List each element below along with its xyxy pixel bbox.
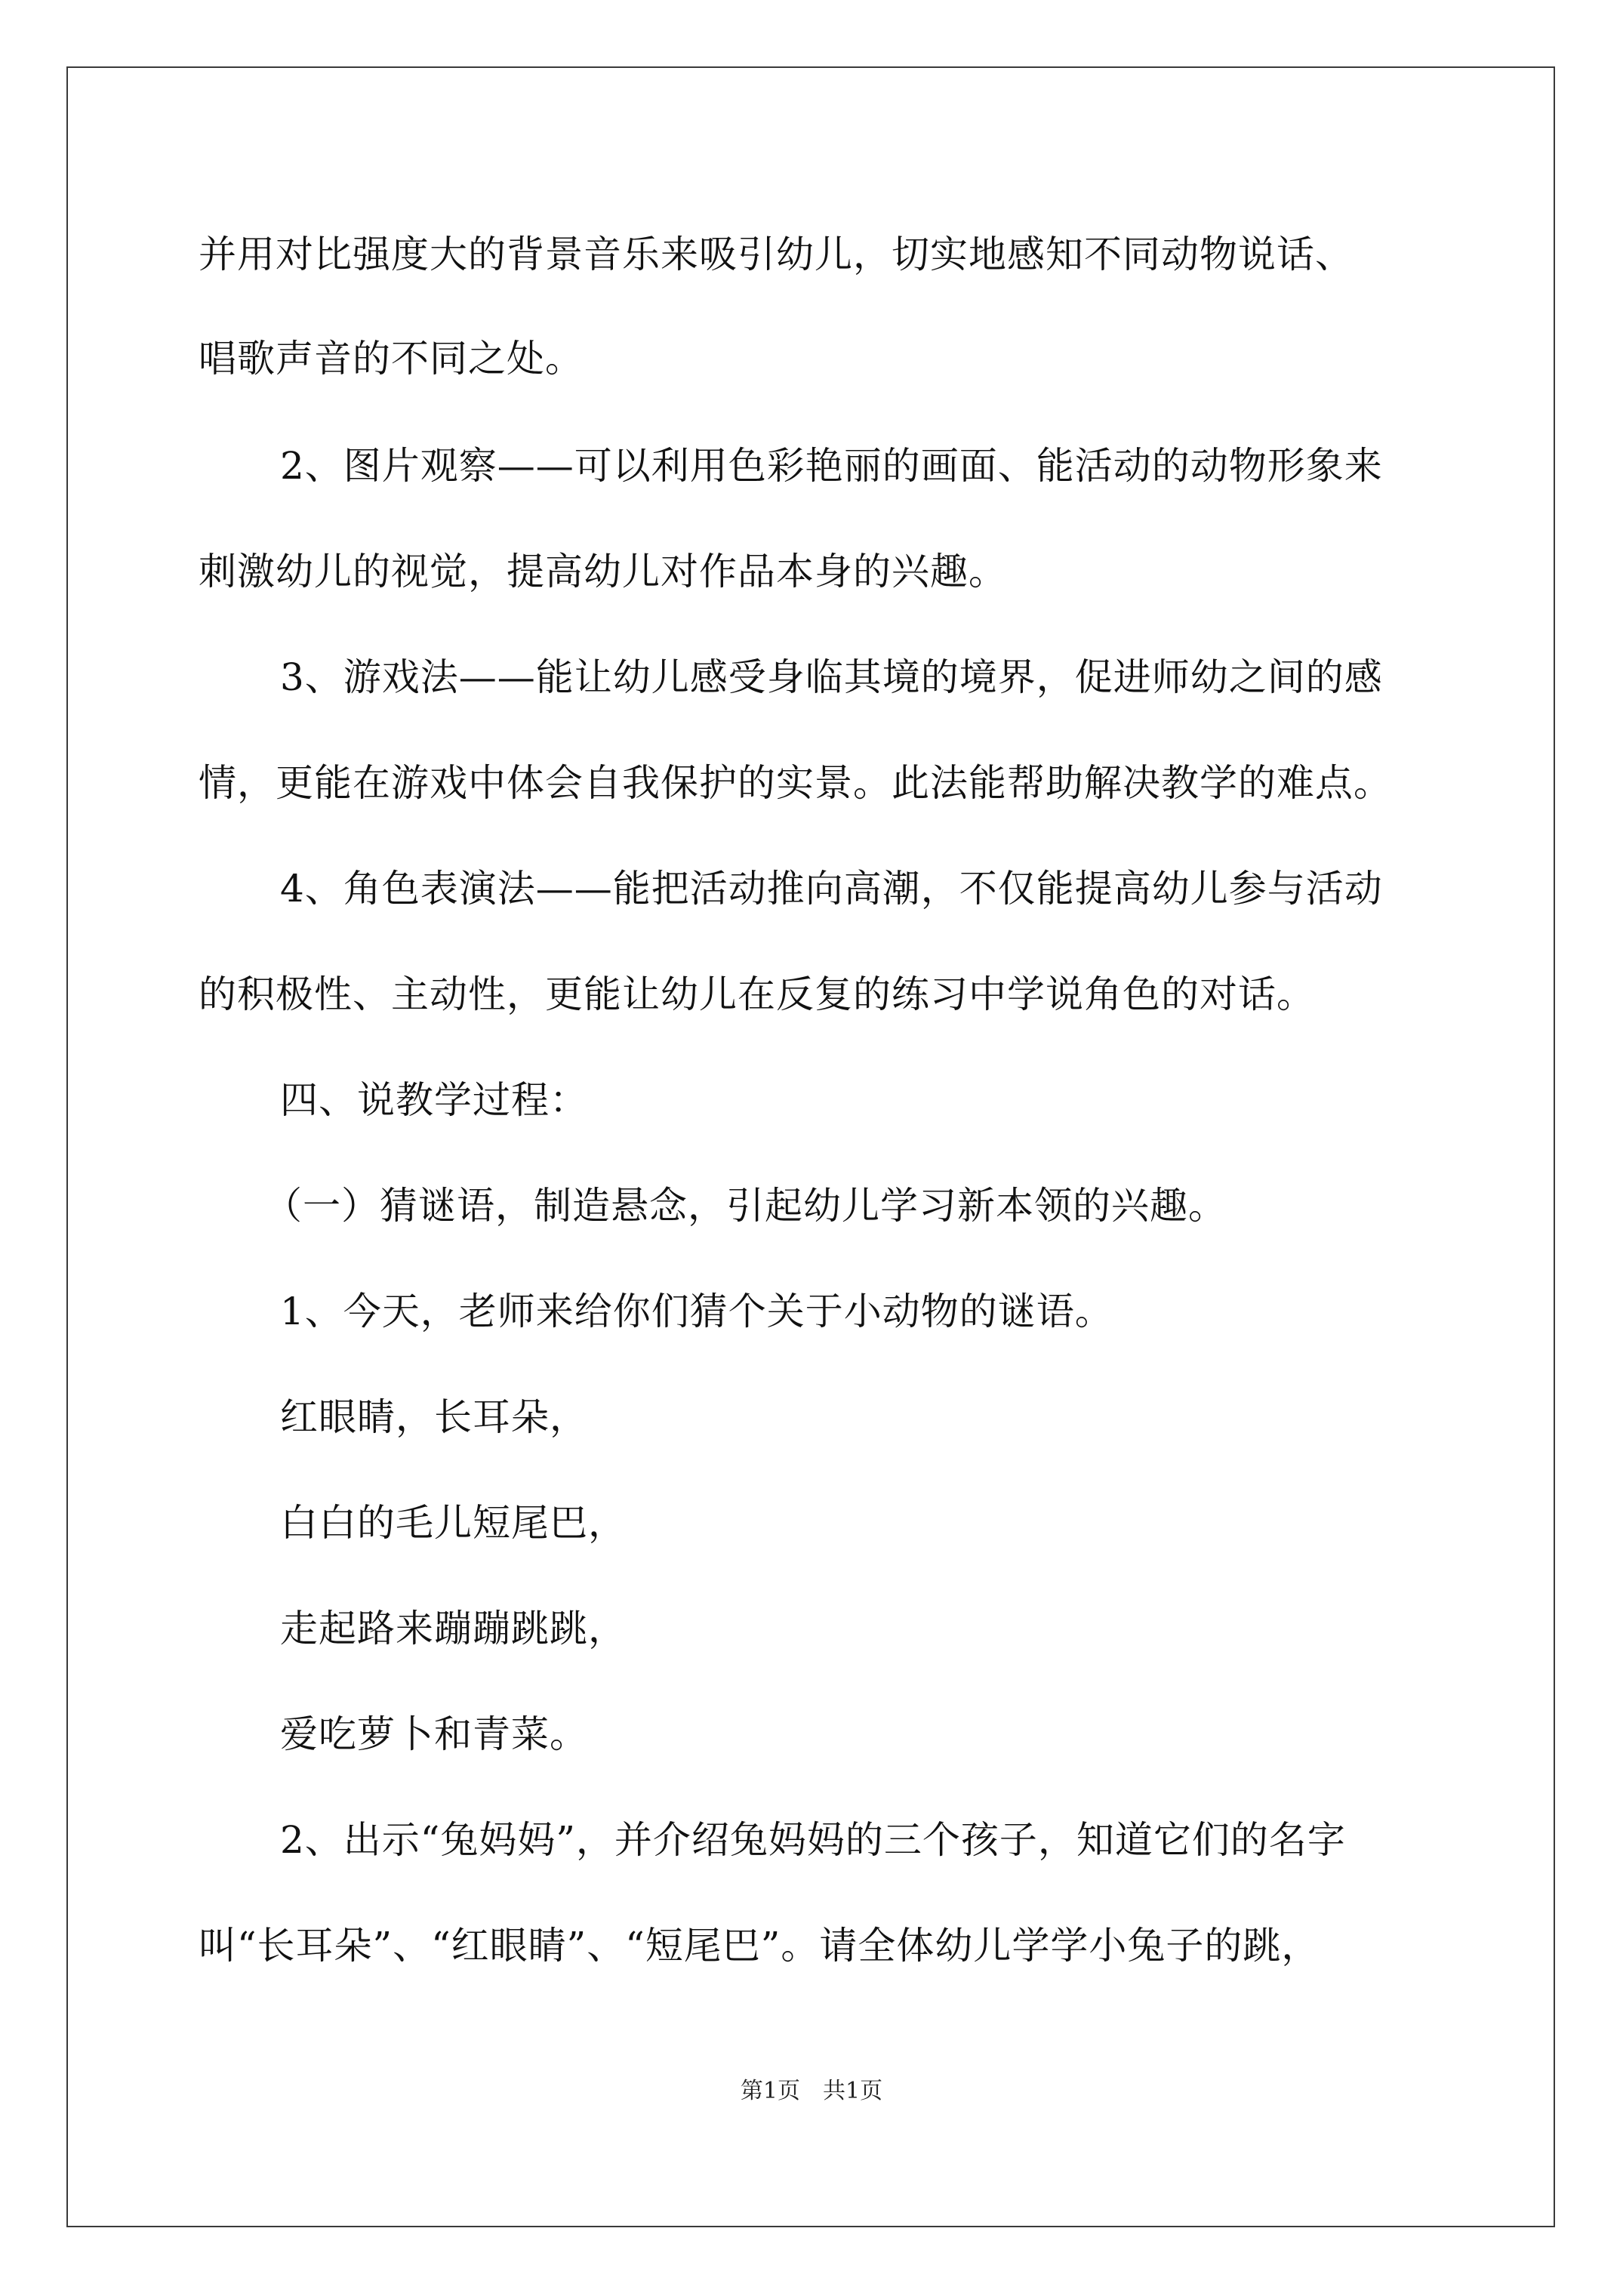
body-line-2: 唱歌声音的不同之处。 <box>199 337 584 381</box>
body-line-16: 2、出示“兔妈妈”，并介绍兔妈妈的三个孩子，知道它们的名字 <box>280 1818 1346 1862</box>
body-line-17: 叫“长耳朵”、“红眼睛”、“短尾巴”。请全体幼儿学学小兔子的跳， <box>199 1924 1320 1968</box>
riddle-line-4: 爱吃萝卜和青菜。 <box>280 1712 588 1756</box>
riddle-line-2: 白白的毛儿短尾巴， <box>280 1501 627 1545</box>
body-line-7: 4、角色表演法——能把活动推向高潮，不仅能提高幼儿参与活动 <box>280 867 1383 911</box>
page-border <box>66 66 1555 2227</box>
body-line-5: 3、游戏法——能让幼儿感受身临其境的境界，促进师幼之间的感 <box>280 655 1383 699</box>
page-number-footer: 第1页 共1页 <box>740 2078 883 2104</box>
riddle-line-1: 红眼睛，长耳朵， <box>280 1395 588 1439</box>
body-line-11: 1、今天，老师来给你们猜个关于小动物的谜语。 <box>280 1290 1113 1333</box>
body-line-4: 刺激幼儿的视觉，提高幼儿对作品本身的兴趣。 <box>199 550 1007 593</box>
body-line-3: 2、图片观察——可以利用色彩艳丽的画面、能活动的动物形象来 <box>280 444 1383 488</box>
riddle-line-3: 走起路来蹦蹦跳跳， <box>280 1607 627 1650</box>
body-line-8: 的积极性、主动性，更能让幼儿在反复的练习中学说角色的对话。 <box>199 972 1315 1016</box>
section-heading: 四、说教学过程： <box>280 1078 588 1122</box>
subsection-heading: （一）猜谜语，制造悬念，引起幼儿学习新本领的兴趣。 <box>264 1184 1227 1228</box>
body-line-6: 情，更能在游戏中体会自我保护的实景。此法能帮助解决教学的难点。 <box>199 761 1392 805</box>
body-line-1: 并用对比强度大的背景音乐来吸引幼儿，切实地感知不同动物说话、 <box>199 233 1354 276</box>
